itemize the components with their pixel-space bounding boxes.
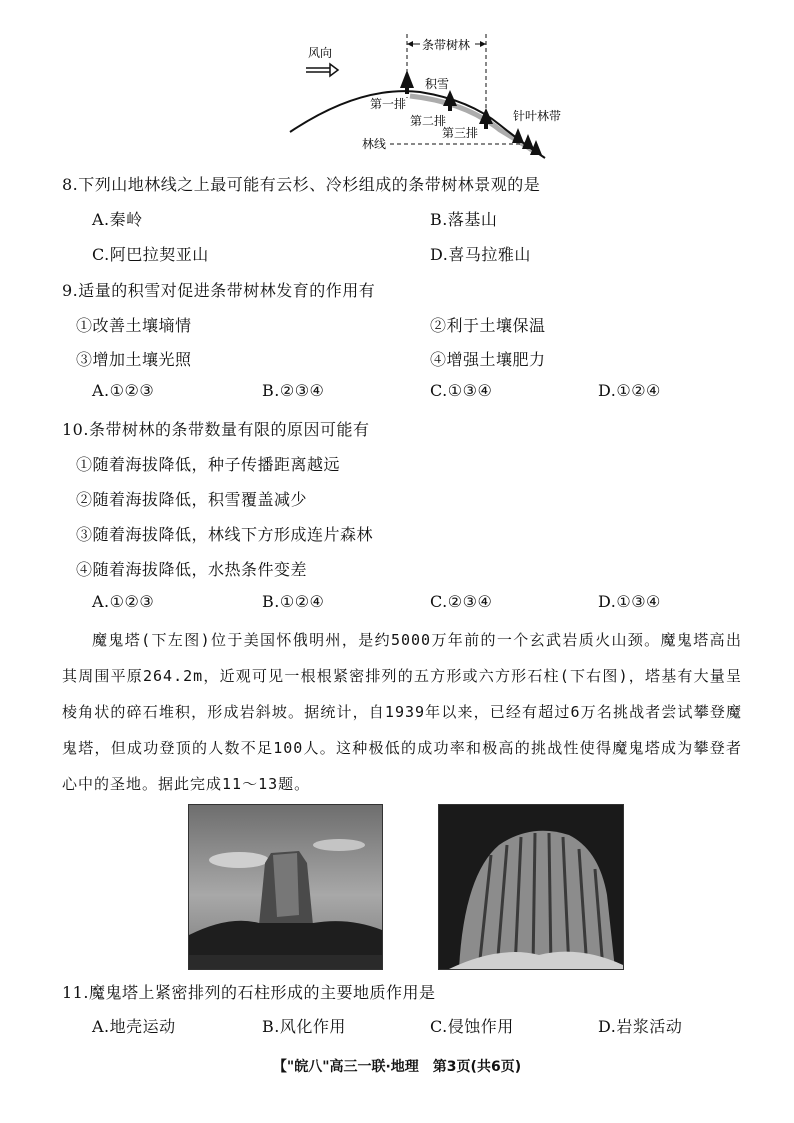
q9-option-c: C.①③④ [430,381,493,400]
q9-item-1: ①改善土壤墒情 [76,316,192,335]
q10-item-3: ③随着海拔降低，林线下方形成连片森林 [76,525,374,544]
q9-option-b: B.②③④ [262,381,325,400]
q9-option-a: A.①②③ [92,381,155,400]
wind-arrow-icon [306,64,338,76]
q8-option-a: A.秦岭 [92,210,143,229]
q10-option-a: A.①②③ [92,592,155,611]
tree-icon [512,128,542,155]
q11-option-c: C.侵蚀作用 [430,1017,514,1036]
passage [62,622,742,802]
q9-item-4: ④增强土壤肥力 [430,350,546,369]
q9-item-3: ③增加土壤光照 [76,350,192,369]
snow-label: 积雪 [425,77,450,91]
q10-option-d: D.①③④ [598,592,661,611]
passage-text: 魔鬼塔(下左图)位于美国怀俄明州，是约5000万年前的一个玄武岩质火山颈。魔鬼塔高出其周围平原264.2m，近观可见一根根紧密排列的五方形或六方形石柱(下右图)，塔基有大量呈棱角状的碎石堆积，形成岩斜坡。据统计，自1939年以来，已经有超过6万名挑战者尝试攀登魔鬼塔，但成功登顶的人数不足100人。这种极低的成功率和极高的挑战性使得魔鬼塔成为攀登者心中的圣地。据此完成11～13题。 [62,631,742,793]
question-11-stem: 11.魔鬼塔上紧密排列的石柱形成的主要地质作用是 [62,983,436,1002]
q11-option-b: B.风化作用 [262,1017,346,1036]
q8-option-d: D.喜马拉雅山 [430,245,531,264]
conifer-label: 针叶林带 [513,109,562,123]
q8-option-b: B.落基山 [430,210,498,229]
belt-label: 条带树林 [422,38,471,52]
question-8-stem: 8.下列山地林线之上最可能有云杉、冷杉组成的条带树林景观的是 [62,175,541,194]
q10-item-2: ②随着海拔降低，积雪覆盖减少 [76,490,308,509]
q10-item-1: ①随着海拔降低，种子传播距离越远 [76,455,341,474]
q11-option-d: D.岩浆活动 [598,1017,683,1036]
wind-label: 风向 [308,46,333,60]
q10-item-4: ④随着海拔降低，水热条件变差 [76,560,308,579]
question-9-stem: 9.适量的积雪对促进条带树林发育的作用有 [62,281,376,300]
row2-label: 第二排 [410,114,447,128]
treeline-label: 林线 [362,137,387,151]
q9-option-d: D.①②④ [598,381,661,400]
devils-tower-distant-photo [188,804,383,970]
q10-option-c: C.②③④ [430,592,493,611]
page-footer: 【"皖八"高三一联·地理 第3页(共6页) [272,1059,522,1075]
q8-option-c: C.阿巴拉契亚山 [92,245,209,264]
row3-label: 第三排 [442,126,479,140]
treeline-diagram [270,30,590,165]
q10-option-b: B.①②④ [262,592,325,611]
q11-option-a: A.地壳运动 [92,1017,176,1036]
devils-tower-columns-photo [438,804,624,970]
question-10-stem: 10.条带树林的条带数量有限的原因可能有 [62,420,370,439]
q9-item-2: ②利于土壤保温 [430,316,546,335]
row1-label: 第一排 [370,97,407,111]
